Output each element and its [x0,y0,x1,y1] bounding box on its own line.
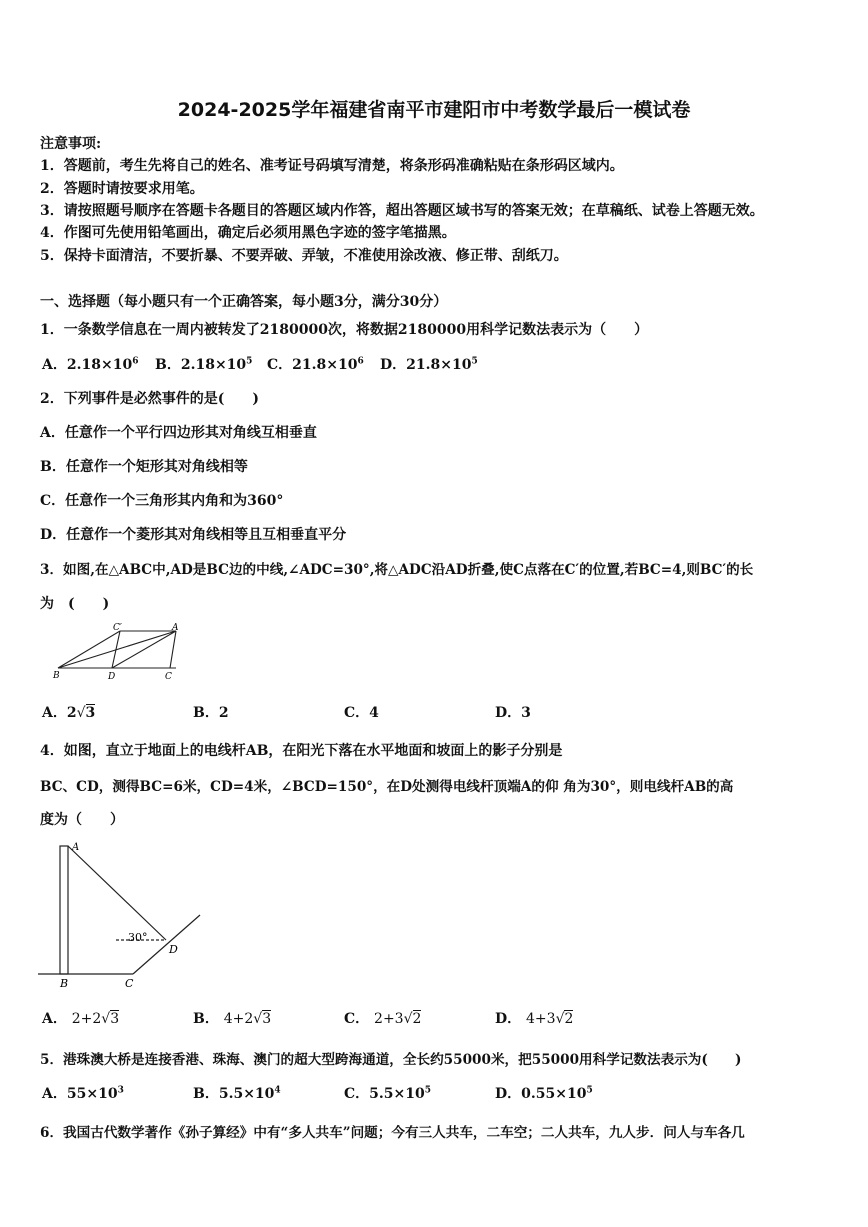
q3-option-c: C．4 [344,705,379,721]
q3-option-d: D．3 [495,705,531,721]
question-2-stem: 2．下列事件是必然事件的是( ) [40,391,259,407]
question-3-stem: 3．如图,在△ABC中,AD是BC边的中线,∠ADC=30°,将△ADC沿AD折叠,使C点落在C′的位置,若BC=4,则BC′的长 [40,562,754,578]
label-b: B [53,671,60,680]
note-item: 5．保持卡面清洁，不要折暴、不要弄破、弄皱，不准使用涂改液、修正带、刮纸刀。 [40,248,568,264]
note-item: 3．请按照题号顺序在答题卡各题目的答题区域内作答，超出答题区域书写的答案无效；在草稿纸、试卷上答题无效。 [40,203,764,219]
q4-option-a: A． 2+2√3 [42,1011,120,1027]
question-6-stem: 6．我国古代数学著作《孙子算经》中有“多人共车”问题；今有三人共车，二车空；二人共车，九人步．问人与车各几 [40,1125,745,1141]
q3-figure [50,620,190,680]
angle-label: 30° [128,931,148,944]
q3-option-b: B．2 [193,705,229,721]
label-c-prime: C′ [113,623,122,633]
q2-option-b: B．任意作一个矩形其对角线相等 [40,459,248,475]
label-d: D [169,943,178,956]
q5-option-b: B．$5.5\times 10^4$ [193,1085,281,1102]
question-3-stem-cont: 为 ( ) [40,596,110,612]
note-item: 4．作图可先使用铅笔画出，确定后必须用黑色字迹的签字笔描黑。 [40,225,456,241]
label-c: C [165,672,172,680]
page-title: 2024-2025学年福建省南平市建阳市中考数学最后一模试卷 [177,99,691,121]
q1-option-b: B．$2.18\times 10^5$ [155,356,253,373]
q4-option-b: B． 4+2√3 [193,1011,272,1027]
question-4-stem-end: 度为（ ） [40,812,124,828]
q1-option-c: C．$21.8\times 10^6$ [267,356,364,373]
q5-option-a: A．$55\times 10^3$ [42,1085,124,1102]
q1-option-d: D．$21.8\times 10^5$ [380,356,478,373]
q1-option-a: A．$2.18\times 10^6$ [42,356,139,373]
q2-option-d: D．任意作一个菱形其对角线相等且互相垂直平分 [40,527,347,543]
label-a: A [172,623,179,633]
label-d: D [108,672,116,680]
q2-option-c: C．任意作一个三角形其内角和为360° [40,493,284,509]
question-5-stem: 5．港珠澳大桥是连接香港、珠海、澳门的超大型跨海通道，全长约55000米，把55000用科学记数法表示为( ) [40,1052,742,1068]
note-item: 2．答题时请按要求用笔。 [40,181,204,197]
note-item: 1．答题前，考生先将自己的姓名、准考证号码填写清楚，将条形码准确粘贴在条形码区域内。 [40,158,624,174]
q4-figure [38,838,208,990]
question-4-stem: 4．如图，直立于地面上的电线杆AB，在阳光下落在水平地面和坡面上的影子分别是 [40,743,563,759]
question-1-stem: 1．一条数学信息在一周内被转发了2180000次，将数据2180000用科学记数法表示为（ ） [40,322,649,338]
notes-heading: 注意事项: [40,136,102,152]
q4-option-c: C． 2+3√2 [344,1011,422,1027]
q5-option-d: D．$0.55\times 10^5$ [495,1085,593,1102]
label-b: B [60,977,69,990]
label-c: C [125,977,134,990]
q3-option-a: A．2√3 [42,705,96,721]
q5-option-c: C．$5.5\times 10^5$ [344,1085,431,1102]
q4-option-d: D． 4+3√2 [495,1011,574,1027]
question-4-stem-cont: BC、CD，测得BC=6米，CD=4米，∠BCD=150°，在D处测得电线杆顶端A的仰 角为30°，则电线杆AB的高 [40,779,734,795]
label-a: A [72,842,80,853]
q2-option-a: A．任意作一个平行四边形其对角线互相垂直 [40,425,317,441]
section-heading: 一、选择题（每小题只有一个正确答案，每小题3分，满分30分） [40,294,448,310]
